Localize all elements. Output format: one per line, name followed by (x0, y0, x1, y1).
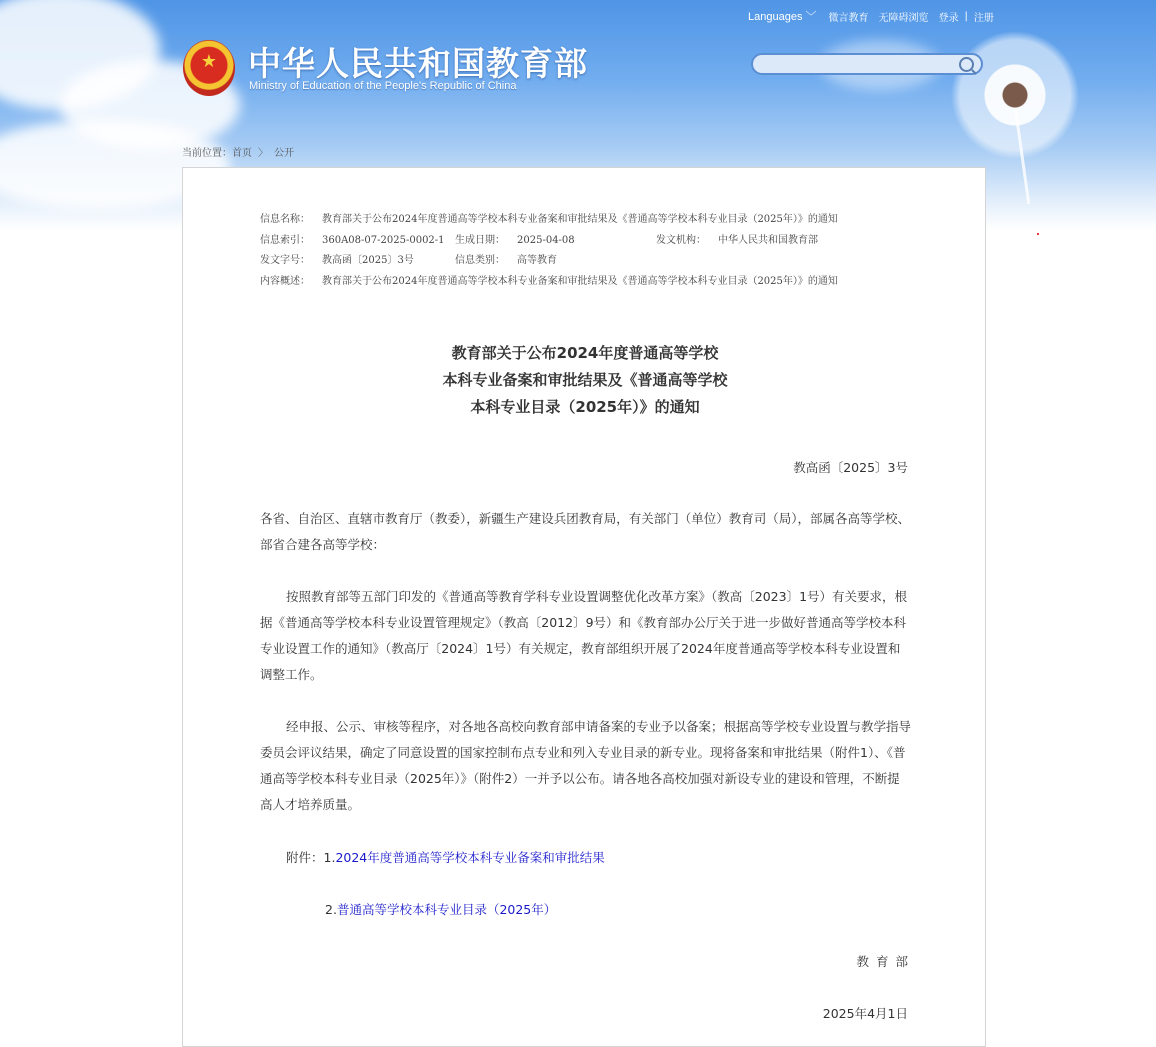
attachment-link-1[interactable]: 2024年度普通高等学校本科专业备案和审批结果 (335, 850, 605, 865)
breadcrumb (182, 144, 300, 159)
addressee-paragraph: 各省、自治区、直辖市教育厅（教委），新疆生产建设兵团教育局，有关部门（单位）教育司（局），部属各高等学校、部省合建各高等学校： (260, 511, 911, 552)
meta-row (260, 231, 838, 252)
register-link[interactable]: 注册 (973, 12, 994, 24)
breadcrumb-separator: 〉 (258, 148, 268, 159)
content-panel (182, 167, 986, 1047)
body-paragraph: 经申报、公示、审核等程序，对各地各高校向教育部申请备案的专业予以备案；根据高等学校专业设置与教学指导委员会评议结果，确定了同意设置的国家控制布点专业和列入专业目录的新专业。现将备案和审批结果（附件1）、《普通高等学校本科专业目录（2025年）》（附件2）一并予以公布。请各地各高校加强对新设专业的建设和管理，不断提高人才培养质量。 (260, 719, 912, 812)
org-value: 中华人民共和国教育部 (718, 234, 818, 246)
info-meta (260, 210, 838, 292)
languages-label: Languages (748, 11, 803, 23)
site-subtitle: Ministry of Education of the People's Republic of China (249, 80, 517, 92)
category-label: 信息类别： (455, 255, 505, 266)
search-icon[interactable] (959, 57, 974, 72)
meta-row (260, 251, 838, 272)
attachment-number: 1. (323, 850, 336, 865)
document-title (183, 340, 987, 421)
index-value: 360A08-07-2025-0002-1 (322, 234, 445, 246)
info-name-value: 教育部关于公布2024年度普通高等学校本科专业备案和审批结果及《普通高等学校本科专业目录（2025年）》的通知 (322, 214, 838, 225)
accessible-link[interactable]: 无障碍浏览 (878, 12, 929, 24)
title-line: 教育部关于公布2024年度普通高等学校 (451, 344, 719, 362)
date-value: 2025-04-08 (517, 234, 575, 246)
document-date: 2025年4月1日 (822, 1006, 908, 1021)
meta-row (260, 210, 838, 231)
attachment-number: 2. (325, 902, 337, 917)
dandelion-icon (950, 30, 1080, 160)
summary-label: 内容概述： (260, 275, 310, 287)
attachments-label: 附件： (286, 850, 324, 865)
title-line: 本科专业备案和审批结果及《普通高等学校 (442, 371, 728, 389)
docno-value: 教高函〔2025〕3号 (322, 255, 414, 266)
document-number: 教高函〔2025〕3号 (793, 460, 908, 475)
star-icon: ★ (200, 51, 218, 72)
breadcrumb-current[interactable]: 公开 (274, 148, 294, 159)
link-separator: | (964, 10, 968, 22)
search-box (751, 53, 983, 75)
org-label: 发文机构： (656, 234, 706, 246)
date-label: 生成日期： (455, 234, 505, 246)
languages-link[interactable] (748, 8, 817, 24)
index-label: 信息索引： (260, 234, 310, 246)
signature: 教育部 (856, 954, 915, 969)
decorative-dot (1037, 233, 1039, 235)
attachment-link-2[interactable]: 普通高等学校本科专业目录（2025年） (336, 902, 557, 917)
login-link[interactable]: 登录 (938, 12, 959, 24)
chevron-down-icon: ﹀ (805, 11, 817, 23)
docno-label: 发文字号： (260, 255, 310, 266)
attachment-2 (325, 900, 556, 918)
breadcrumb-label: 当前位置： (182, 148, 232, 159)
attachment-1 (286, 848, 605, 866)
body-paragraph: 按照教育部等五部门印发的《普通高等教育学科专业设置调整优化改革方案》（教高〔2023〕1号）有关要求，根据《普通高等学校本科专业设置管理规定》（教高〔2012〕9号）和《教育部办公厅关于进一步做好普通高等学校本科专业设置工作的通知》（教高厅〔2024〕1号）有关规定，教育部组织开展了2024年度普通高等学校本科专业设置和调整工作。 (260, 589, 908, 682)
breadcrumb-home[interactable]: 首页 (232, 148, 252, 159)
info-name-label: 信息名称： (260, 214, 310, 225)
weiyan-link[interactable]: 微言教育 (828, 12, 869, 24)
top-links (748, 8, 1004, 24)
summary-value: 教育部关于公布2024年度普通高等学校本科专业备案和审批结果及《普通高等学校本科专业目录（2025年）》的通知 (322, 275, 838, 287)
title-line: 本科专业目录（2025年）》的通知 (470, 398, 700, 416)
site-title[interactable]: 中华人民共和国教育部 (248, 44, 588, 83)
meta-row (260, 272, 838, 293)
national-emblem-icon[interactable] (183, 40, 235, 96)
category-value: 高等教育 (517, 255, 557, 266)
search-input[interactable] (763, 57, 967, 77)
